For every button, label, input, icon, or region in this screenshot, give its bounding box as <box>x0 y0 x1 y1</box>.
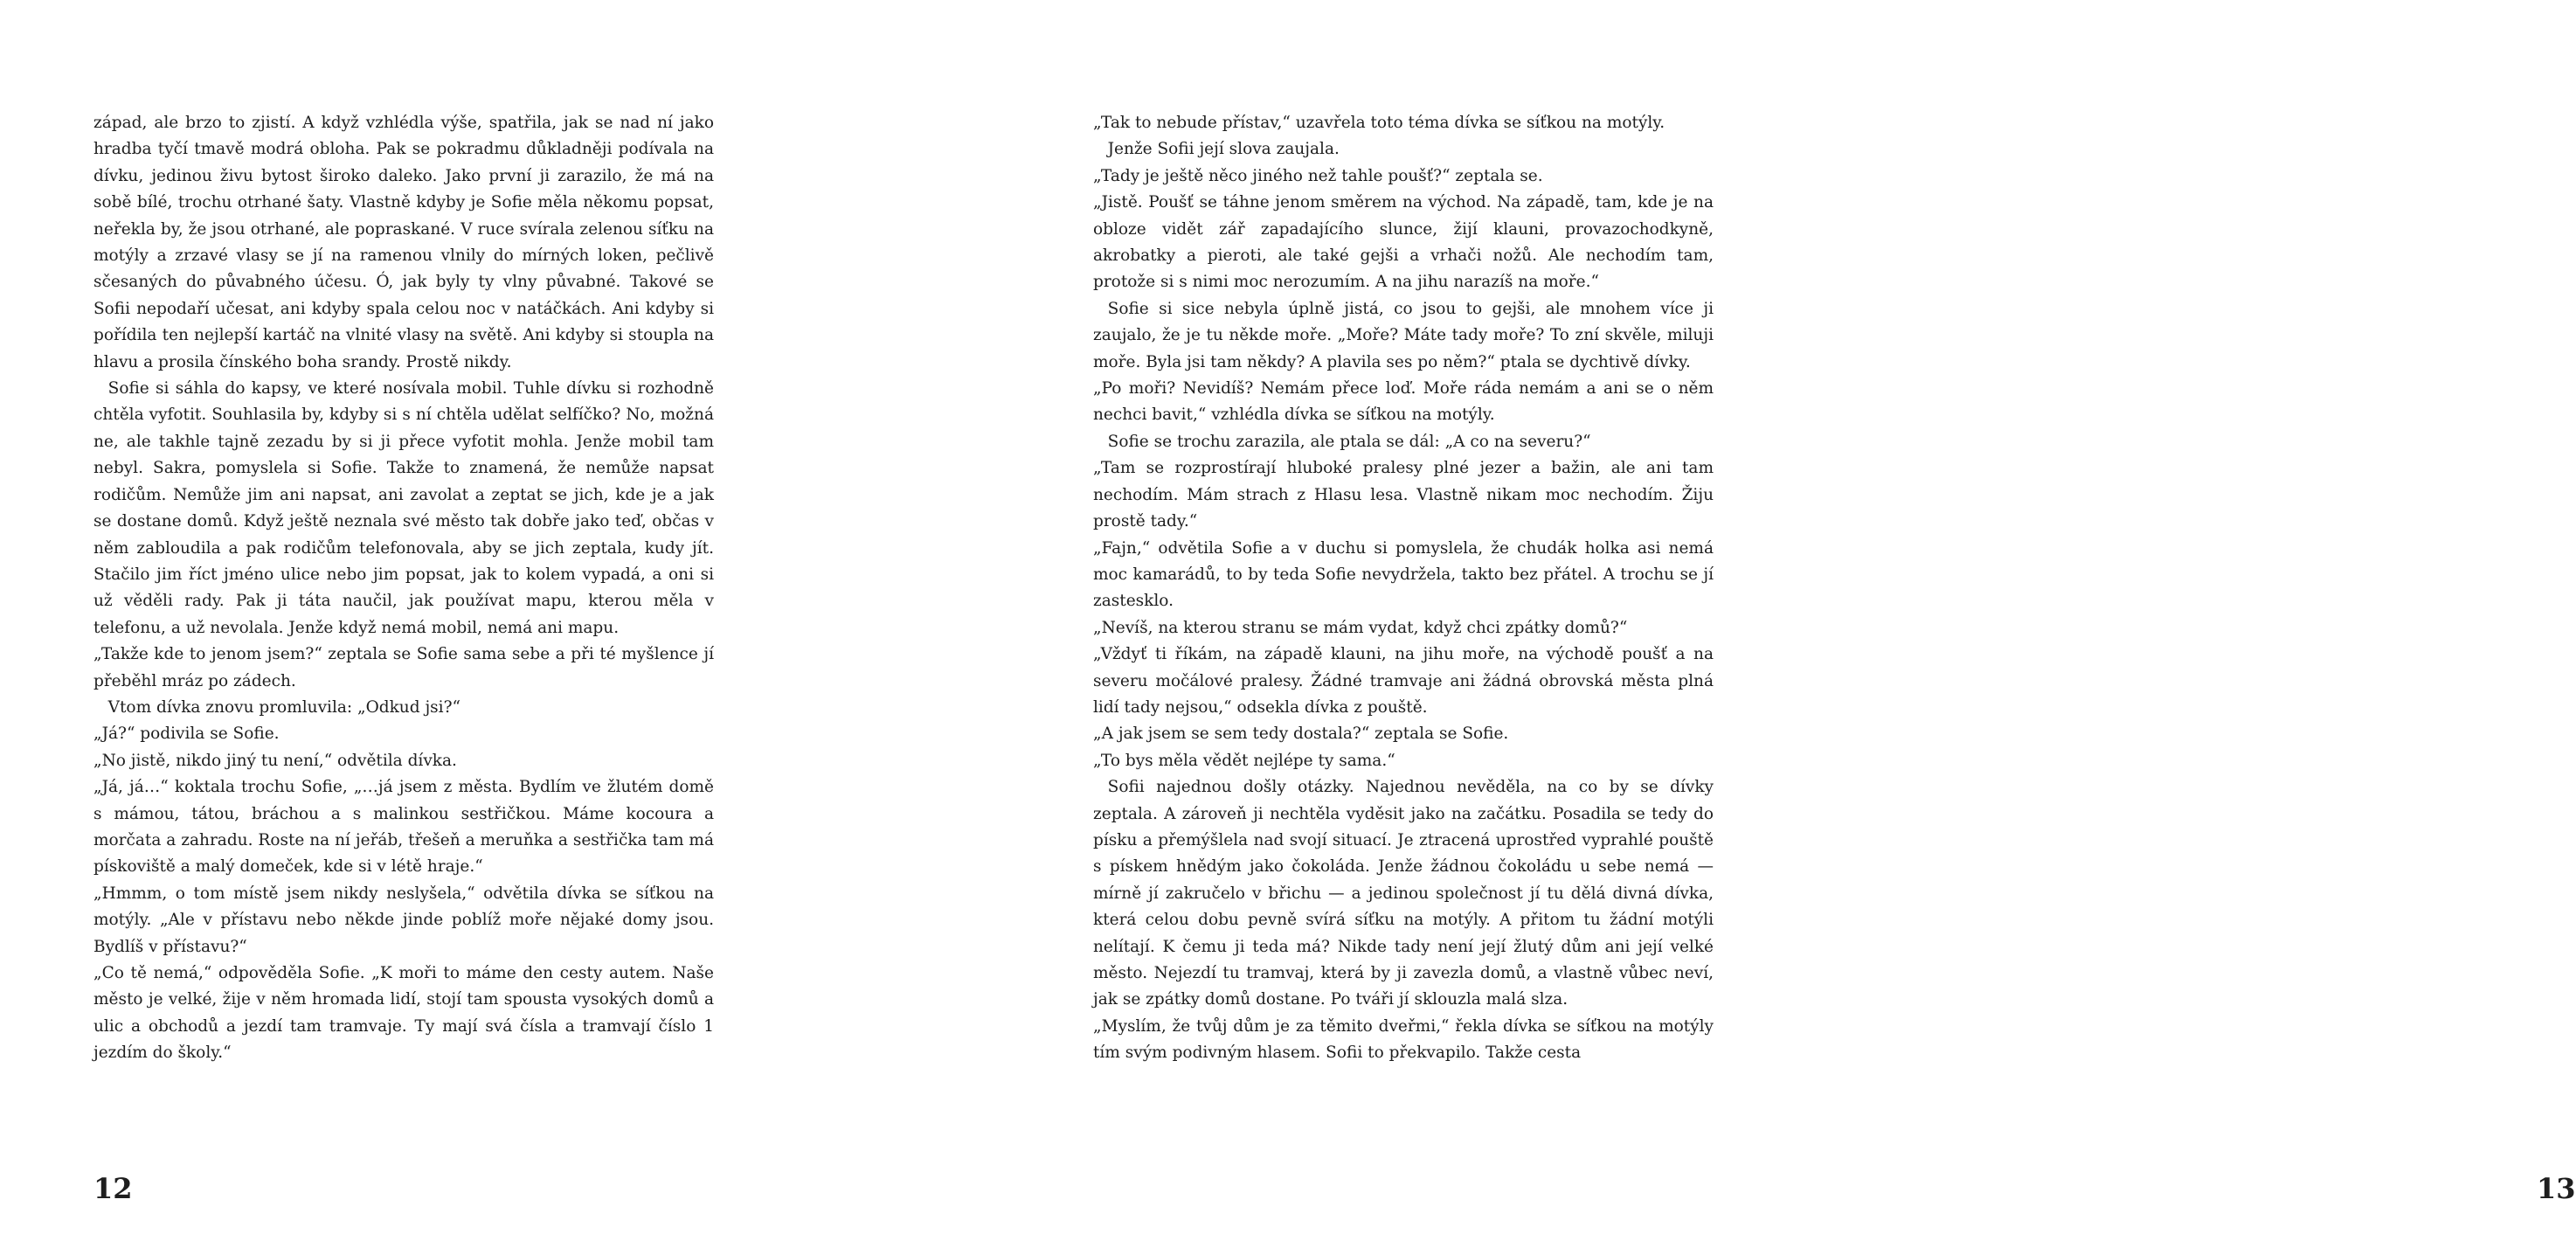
paragraph: „Tady je ještě něco jiného než tahle poušť?“ zeptala se. <box>1093 166 1543 185</box>
paragraph: „Takže kde to jenom jsem?“ zeptala se Sofie sama sebe a při té myšlence jí přeběhl mráz po zádech. <box>93 645 714 690</box>
paragraph: „Tak to nebude přístav,“ uzavřela toto téma dívka se síťkou na motýly. <box>1093 114 1665 132</box>
paragraph: „Fajn,“ odvětila Sofie a v duchu si pomyslela, že chudák holka asi nemá moc kamarádů, to by teda Sofie nevydržela, takto bez přátel. A trochu se jí zastesklo. <box>1093 538 1714 611</box>
paragraph: „Já, já…“ koktala trochu Sofie, „…já jsem z města. Bydlím ve žlutém domě s mámou, tátou, bráchou a s malinkou sestřičkou. Máme kocoura a morčata a zahradu. Roste na ní jeřáb, třešeň a meruňka a sestřička tam má pískoviště a malý domeček, kde si v létě hraje.“ <box>93 778 714 877</box>
paragraph: západ, ale brzo to zjistí. A když vzhlédla výše, spatřila, jak se nad ní jako hradba tyčí tmavě modrá obloha. Pak se pokradmu důkladněji podívala na dívku, jedinou živu bytost široko daleko. Jako první ji zarazilo, že má na sobě bílé, trochu otrhané šaty. Vlastně kdyby je Sofie měla někomu popsat, neřekla by, že jsou otrhané, ale popraskané. V ruce svírala zelenou síťku na motýly a zrzavé vlasy se jí na ramenou vlnily do mírných loken, pečlivě sčesaných do půvabného účesu. Ó, jak byly ty vlny půvabné. Takové se Sofii nepodaří učesat, ani kdyby spala celou noc v natáčkách. Ani kdyby si pořídila ten nejlepší kartáč na vlnité vlasy na světě. Ani kdyby si stoupla na hlavu a prosila čínského boha srandy. Prostě nikdy. <box>93 114 714 371</box>
paragraph: „Co tě nemá,“ odpověděla Sofie. „K moři to máme den cesty autem. Naše město je velké, žije v něm hromada lidí, stojí tam spousta vysokých domů a ulic a obchodů a jezdí tam tramvaje. Ty mají svá čísla a tramvají číslo 1 jezdím do školy.“ <box>93 964 714 1063</box>
paragraph: Sofii najednou došly otázky. Najednou nevěděla, na co by se dívky zeptala. A zároveň ji nechtěla vyděsit jako na začátku. Posadila se tedy do písku a přemýšlela nad svojí situací. Je ztracená uprostřed vyprahlé pouště s pískem hnědým jako čokoláda. Jenže žádnou čokoládu u sebe nemá — mírně jí zakručelo v břichu — a jedinou společnost jí tu dělá divná dívka, která celou dobu pevně svírá síťku na motýly. A přitom tu žádní motýli nelítají. K čemu ji teda má? Nikde tady není její žlutý dům ani její velké město. Nejezdí tu tramvaj, která by ji zavezla domů, a vlastně vůbec neví, jak se zpátky domů dostane. Po tváři jí sklouzla malá slza. <box>1093 778 1714 1009</box>
left-page-text <box>93 110 714 1067</box>
paragraph: „Tam se rozprostírají hluboké pralesy plné jezer a bažin, ale ani tam nechodím. Mám strach z Hlasu lesa. Vlastně nikam moc nechodím. Žiju prostě tady.“ <box>1093 459 1714 531</box>
paragraph: „Myslím, že tvůj dům je za těmito dveřmi,“ řekla dívka se síťkou na motýly tím svým podivným hlasem. Sofii to překvapilo. Takže cesta <box>1093 1016 1714 1063</box>
paragraph: Sofie se trochu zarazila, ale ptala se dál: „A co na severu?“ <box>1107 432 1591 451</box>
right-page <box>894 0 2576 1248</box>
paragraph: Vtom dívka znovu promluvila: „Odkud jsi?“ <box>107 697 460 717</box>
paragraph: Sofie si sice nebyla úplně jistá, co jsou to gejši, ale mnohem více ji zaujalo, že je tu někde moře. „Moře? Máte tady moře? To zní skvěle, miluji moře. Byla jsi tam někdy? A plavila ses po něm?“ ptala se dychtivě dívky. <box>1093 299 1714 371</box>
paragraph: „To bys měla vědět nejlépe ty sama.“ <box>1093 751 1395 770</box>
right-page-text <box>1093 110 1714 1067</box>
paragraph: „Hmmm, o tom místě jsem nikdy neslyšela,“ odvětila dívka se síťkou na motýly. „Ale v přístavu nebo někde jinde poblíž moře nějaké domy jsou. Bydlíš v přístavu?“ <box>93 884 714 956</box>
paragraph: „Vždyť ti říkám, na západě klauni, na jihu moře, na východě poušť a na severu močálové pralesy. Žádné tramvaje ani žádná obrovská města plná lidí tady nejsou,“ odsekla dívka z pouště. <box>1093 645 1714 717</box>
paragraph: „Já?“ podivila se Sofie. <box>93 725 280 744</box>
paragraph: „Nevíš, na kterou stranu se mám vydat, když chci zpátky domů?“ <box>1093 618 1628 637</box>
paragraph: „A jak jsem se sem tedy dostala?“ zeptala se Sofie. <box>1093 725 1509 744</box>
left-page <box>0 0 894 1248</box>
paragraph: „Po moři? Nevidíš? Nemám přece loď. Moře ráda nemám a ani se o něm nechci bavit,“ vzhlédla dívka se síťkou na motýly. <box>1093 379 1714 425</box>
paragraph: Sofie si sáhla do kapsy, ve které nosívala mobil. Tuhle dívku si rozhodně chtěla vyfotit. Souhlasila by, kdyby si s ní chtěla udělat selfíčko? No, možná ne, ale takhle tajně zezadu by si ji přece vyfotit mohla. Jenže mobil tam nebyl. Sakra, pomyslela si Sofie. Takže to znamená, že nemůže napsat rodičům. Nemůže jim ani napsat, ani zavolat a zeptat se jich, kde je a jak se dostane domů. Když ještě neznala své město tak dobře jako teď, občas v něm zabloudila a pak rodičům telefonovala, aby se jich zeptala, kudy jít. Stačilo jim říct jméno ulice nebo jim popsat, jak to kolem vypadá, a oni si už věděli rady. Pak ji táta naučil, jak používat mapu, kterou měla v telefonu, a už nevolala. Jenže když nemá mobil, nemá ani mapu. <box>93 379 714 637</box>
paragraph: „Jistě. Poušť se táhne jenom směrem na východ. Na západě, tam, kde je na obloze vidět zář zapadajícího slunce, žijí klauni, provazochodkyně, akrobatky a pieroti, ale také gejši a vrhači nožů. Ale nechodím tam, protože si s nimi moc nerozumím. A na jihu narazíš na moře.“ <box>1093 193 1714 292</box>
paragraph: Jenže Sofii její slova zaujala. <box>1107 140 1340 159</box>
page-number: 13 <box>2537 1172 2576 1205</box>
paragraph: „No jistě, nikdo jiný tu není,“ odvětila dívka. <box>93 751 457 770</box>
page-number: 12 <box>93 1172 133 1205</box>
